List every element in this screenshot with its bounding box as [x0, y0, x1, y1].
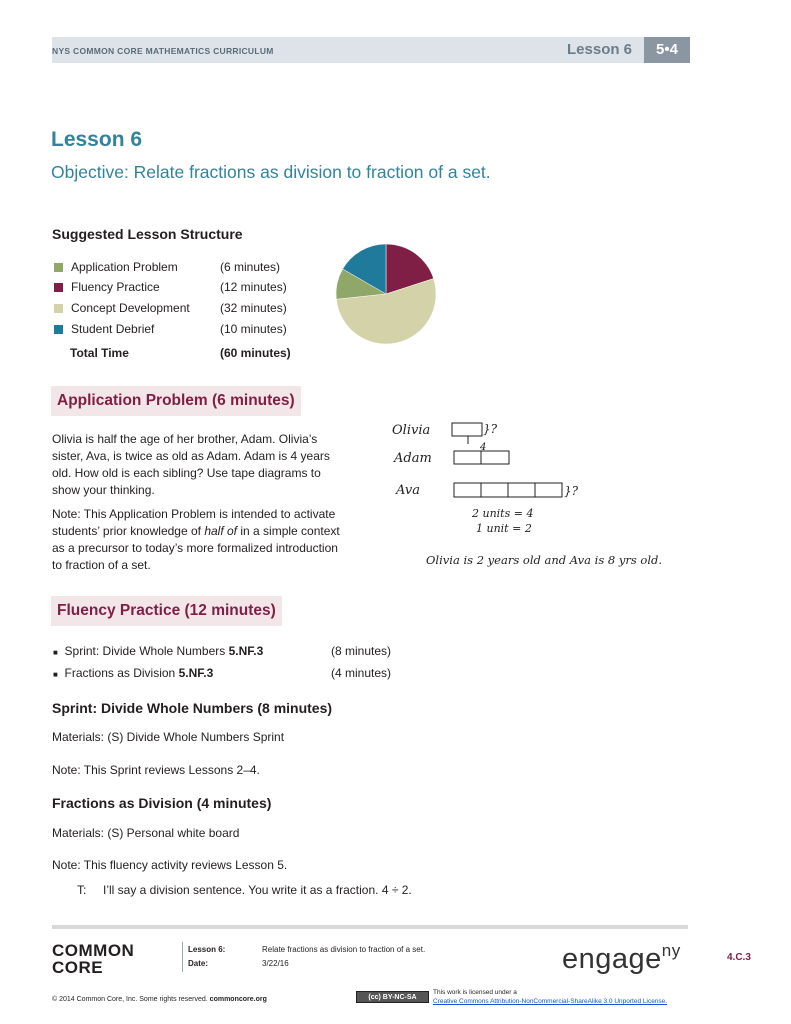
application-heading: Application Problem (6 minutes): [51, 386, 301, 416]
application-note-line: to fraction of a set.: [52, 558, 151, 572]
note-text: students’ prior knowledge of: [52, 524, 205, 538]
logo-text: COMMON: [52, 941, 135, 960]
structure-heading: Suggested Lesson Structure: [52, 226, 243, 242]
application-text-line: Olivia is half the age of her brother, Adam. Olivia’s: [52, 432, 318, 446]
application-note-line: Note: This Application Problem is intended to activate: [52, 507, 336, 521]
standard-code: 5.NF.3: [228, 644, 264, 658]
application-text-line: sister, Ava, is twice as old as Adam. Adam is 4 years: [52, 449, 330, 463]
sprint-materials: Materials: (S) Divide Whole Numbers Sprint: [52, 730, 285, 744]
objective: Objective: Relate fractions as division to fraction of a set.: [51, 162, 491, 182]
note-text: in a simple context: [237, 524, 340, 538]
common-core-logo: [52, 942, 134, 976]
diagram-equation: 1 unit = 2: [476, 522, 532, 535]
engageny-logo: [562, 943, 681, 976]
structure-item-time: (10 minutes): [220, 322, 287, 336]
license-link[interactable]: Creative Commons Attribution-NonCommercial-ShareAlike 3.0 Unported License.: [433, 998, 668, 1005]
application-note-line: [52, 523, 340, 540]
application-text-line: old. How old is each sibling? Use tape diagrams to: [52, 466, 321, 480]
fluency-item-text: Fractions as Division: [64, 666, 179, 680]
diagram-question-ava: }?: [564, 484, 579, 498]
module-badge: 5•4: [644, 37, 690, 63]
structure-item-label: Concept Development: [71, 301, 190, 315]
page-title: Lesson 6: [51, 128, 143, 151]
footer-lesson-value: Relate fractions as division to fraction of a set.: [262, 945, 426, 954]
diagram-name-olivia: Olivia: [392, 423, 431, 438]
total-time-value: (60 minutes): [220, 346, 291, 360]
curriculum-title: NYS COMMON CORE MATHEMATICS CURRICULUM: [52, 46, 274, 56]
structure-item-time: (12 minutes): [220, 280, 287, 294]
total-time-label: Total Time: [70, 346, 129, 360]
fluency-item: [53, 666, 213, 680]
page-number: 4.C.3: [727, 952, 751, 963]
structure-item-time: (6 minutes): [220, 260, 281, 274]
logo-text: ny: [661, 941, 681, 960]
structure-item-label: Fluency Practice: [71, 280, 160, 294]
diagram-label-four: 4: [480, 442, 487, 453]
logo-text: engage: [562, 943, 662, 975]
note-emphasis: half of: [204, 524, 238, 538]
application-note-line: as a precursor to today’s more formalized introduction: [52, 541, 338, 555]
teacher-label: T:: [77, 883, 87, 897]
cc-license-badge[interactable]: (cc) BY-NC-SA: [356, 991, 429, 1003]
logo-text: CORE: [52, 958, 104, 977]
sprint-heading: Sprint: Divide Whole Numbers (8 minutes): [52, 700, 333, 716]
fluency-item-time: (8 minutes): [331, 644, 392, 658]
structure-item-label: Application Problem: [71, 260, 178, 274]
tape-diagram-solution: [388, 412, 688, 577]
fractions-materials: Materials: (S) Personal white board: [52, 826, 240, 840]
footer-separator: [182, 942, 183, 972]
standard-code: 5.NF.3: [178, 666, 214, 680]
diagram-name-ava: Ava: [396, 483, 420, 498]
lesson-structure-pie: [330, 238, 442, 350]
copyright-text: © 2014 Common Core, Inc. Some rights reserved.: [52, 996, 210, 1003]
fractions-note: Note: This fluency activity reviews Lesson 5.: [52, 858, 288, 872]
application-text-line: show your thinking.: [52, 483, 155, 497]
header-lesson: Lesson 6: [567, 41, 633, 58]
sprint-note: Note: This Sprint reviews Lessons 2–4.: [52, 763, 260, 777]
footer-date-label: Date:: [188, 959, 209, 968]
bullet-icon: ■: [53, 648, 58, 657]
fluency-item-text: Sprint: Divide Whole Numbers: [64, 644, 229, 658]
bullet-icon: ■: [53, 670, 58, 679]
legend-swatch-debrief: [54, 325, 63, 334]
diagram-name-adam: Adam: [394, 451, 432, 466]
fractions-heading: Fractions as Division (4 minutes): [52, 795, 272, 811]
diagram-question-olivia: }?: [483, 422, 498, 436]
teacher-line: I’ll say a division sentence. You write it as a fraction. 4 ÷ 2.: [103, 883, 412, 897]
fluency-item-time: (4 minutes): [331, 666, 392, 680]
footer-divider: [52, 925, 688, 929]
license-text: This work is licensed under a: [433, 989, 517, 996]
legend-swatch-concept: [54, 304, 63, 313]
diagram-answer: Olivia is 2 years old and Ava is 8 yrs old.: [426, 553, 663, 567]
legend-swatch-application: [54, 263, 63, 272]
copyright: [52, 996, 267, 1003]
copyright-site: commoncore.org: [209, 996, 267, 1003]
structure-item-time: (32 minutes): [220, 301, 287, 315]
diagram-equation: 2 units = 4: [472, 507, 534, 520]
fluency-item: [53, 644, 263, 658]
legend-swatch-fluency: [54, 283, 63, 292]
structure-item-label: Student Debrief: [71, 322, 155, 336]
fluency-heading: Fluency Practice (12 minutes): [51, 596, 282, 626]
olivia-tape: [452, 423, 482, 436]
footer-date-value: 3/22/16: [262, 959, 289, 968]
footer-lesson-label: Lesson 6:: [188, 945, 226, 954]
